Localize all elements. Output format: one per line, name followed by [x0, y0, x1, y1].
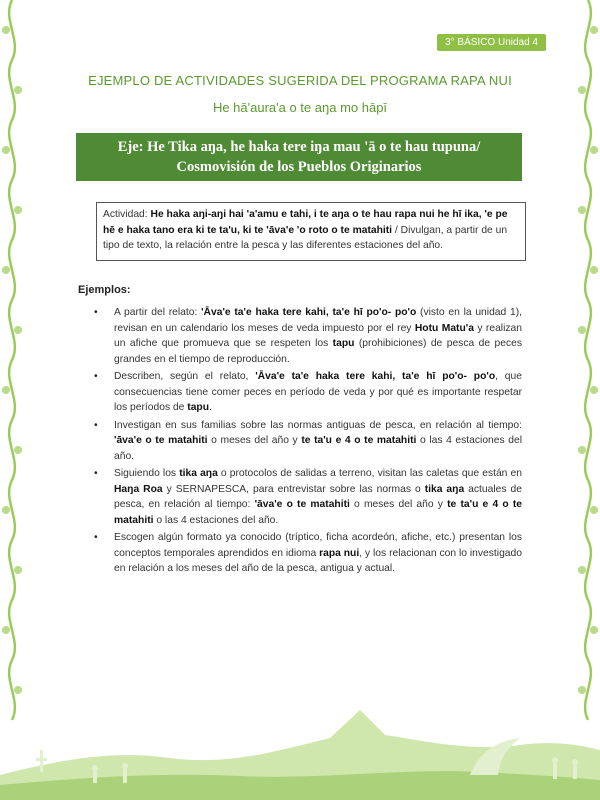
item-text: o meses del año y: [349, 499, 448, 510]
item-text: o las 4 estaciones del año.: [114, 435, 523, 462]
item-text: , y los relacionan con lo investigado en relación a los meses del año de la pesca, antigua y actual.: [114, 547, 522, 574]
item-text: (prohibiciones) de pesca de peces grandes en el tiempo de reproducción.: [114, 338, 522, 365]
item-bold: 'Āva'e ta'e haka tere kahi, ta'e hī po'o- po'o: [201, 307, 417, 318]
item-bold: te ta'u e 4 o te matahiti: [114, 499, 523, 526]
landscape-illustration: [0, 680, 600, 800]
item-text: , que consecuencias tiene comer peces en período de veda y por qué es importante respetar los períodos de: [114, 371, 522, 413]
grade-unit-badge: 3° BÁSICO Unidad 4: [437, 34, 546, 51]
eje-banner: [76, 133, 522, 181]
item-text: o las 4 estaciones del año.: [153, 514, 279, 526]
item-bold: tapu: [187, 402, 210, 413]
activity-rapanui-text: He haka aŋi-aŋi hai 'a'amu e tahi, i te aŋa o te hau rapa nui he hī ika, 'e pe hē e haka tano era ki te ta'u, ki te 'āva'e 'o roto o te matahiti: [103, 209, 508, 236]
item-text: (visto en la unidad 1), revisan en un calendario los meses de veda impuesto por el rey: [114, 307, 523, 334]
item-text: y SERNAPESCA, para entrevistar sobre las normas o: [162, 483, 425, 495]
activity-spanish-text: / Divulgan, a partir de un tipo de texto, la relación entre la pesca y las diferentes estaciones del año.: [103, 224, 508, 251]
eje-line-2: Cosmovisión de los Pueblos Originarios: [176, 159, 422, 175]
examples-heading: Ejemplos:: [78, 284, 131, 296]
list-item: [78, 530, 522, 577]
item-text: .: [209, 402, 212, 413]
activity-box: [96, 202, 526, 261]
item-text: o meses del año y: [207, 435, 302, 446]
list-item: [78, 369, 522, 416]
item-text: o protocolos de salidas a terreno, visitan las caletas que están en: [217, 468, 522, 479]
item-bold: Hotu Matu'a: [414, 322, 474, 334]
program-subtitle: He hā'aura'a o te aŋa mo hāpī: [212, 100, 388, 115]
list-item: [78, 418, 522, 465]
eje-line-1: Eje: He Tika aŋa, he haka tere iŋa mau 'ā o te hau tupuna/: [117, 139, 481, 155]
list-item: [78, 305, 522, 367]
examples-list: [78, 305, 522, 579]
activity-label: Actividad:: [103, 209, 151, 220]
item-bold: 'āva'e o te matahiti: [254, 499, 350, 510]
list-item: [78, 466, 522, 528]
item-text: Escogen algún formato ya conocido (tríptico, ficha acordeón, afiche, etc.) presentan los conceptos temporales aprendidos en idioma: [114, 532, 522, 559]
item-bold: tapu: [332, 338, 355, 349]
item-text: A partir del relato:: [114, 307, 202, 318]
item-bold: tika aŋa: [179, 468, 218, 479]
item-bold: rapa nui: [319, 547, 360, 559]
item-text: y realizan un afiche que promueva que se respeten los: [114, 322, 522, 349]
item-bold: Haŋa Roa: [114, 483, 163, 495]
item-text: Describen, según el relato,: [114, 371, 256, 382]
item-text: actuales de pesca, en relación al tiempo:: [114, 483, 522, 510]
item-bold: 'Āva'e ta'e haka tere kahi, ta'e hī po'o- po'o: [255, 371, 496, 382]
item-text: Siguiendo los: [114, 468, 180, 479]
item-bold: 'āva'e o te matahiti: [114, 435, 208, 446]
program-title: EJEMPLO DE ACTIVIDADES SUGERIDA DEL PROGRAMA RAPA NUI: [88, 73, 512, 88]
item-bold: te ta'u e 4 o te matahiti: [301, 435, 417, 446]
item-text: Investigan en sus familias sobre las normas antiguas de pesca, en relación al tiempo:: [114, 419, 522, 431]
item-bold: tika aŋa: [424, 483, 465, 495]
